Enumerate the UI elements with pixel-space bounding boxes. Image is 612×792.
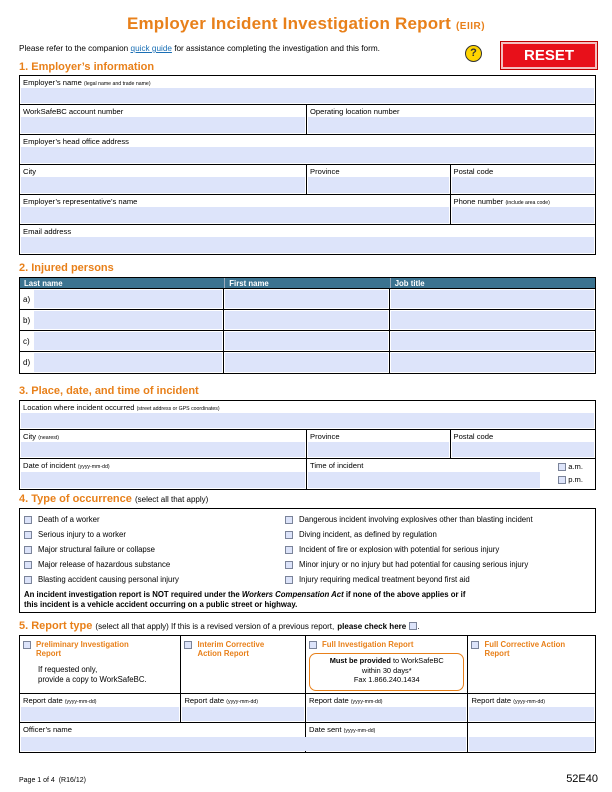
postal-code-field[interactable]: Postal code	[451, 165, 596, 194]
job-title-input[interactable]	[390, 331, 595, 351]
city-field[interactable]: City	[20, 165, 307, 194]
occurrence-option[interactable]: Injury requiring medical treatment beyond first aid	[285, 575, 470, 584]
am-option[interactable]: a.m.	[558, 462, 583, 471]
section-4-heading: 4. Type of occurrence (select all that apply)	[19, 493, 209, 505]
occurrence-option[interactable]: Incident of fire or explosion with potential for serious injury	[285, 545, 499, 554]
date-sent-field[interactable]: Date sent (yyyy-mm-dd)	[306, 723, 468, 752]
place-date-time-block	[19, 400, 596, 490]
last-name-input[interactable]	[34, 352, 224, 373]
incident-city-field[interactable]: City (nearest)	[20, 430, 307, 458]
checkbox[interactable]	[285, 546, 293, 554]
column-first-name: First name	[225, 278, 390, 288]
row-label: a)	[23, 295, 31, 304]
intro-text: Please refer to the companion quick guide for assistance completing the investigation and this form.	[19, 44, 380, 53]
phone-number-field[interactable]: Phone number (include area code)	[451, 195, 596, 224]
preliminary-report-option[interactable]: Preliminary Investigation Report If requested only, provide a copy to WorkSafeBC.	[20, 636, 181, 693]
incident-location-field[interactable]: Location where incident occurred (street address or GPS coordinates)	[20, 401, 595, 429]
report-type-block	[19, 635, 596, 753]
occurrence-option[interactable]: Major structural failure or collapse	[24, 545, 155, 554]
occurrence-option[interactable]: Blasting accident causing personal injury	[24, 575, 179, 584]
blank-cell	[468, 723, 595, 752]
full-investigation-checkbox[interactable]	[309, 641, 317, 649]
form-code: 52E40	[566, 773, 598, 785]
interim-checkbox[interactable]	[184, 641, 192, 649]
employer-name-field[interactable]: Employer’s name (legal name and trade name)	[20, 76, 595, 104]
section-5-heading: 5. Report type (select all that apply) If this is a revised version of a previous report, please check here .	[19, 620, 420, 632]
am-checkbox[interactable]	[558, 463, 566, 471]
incident-date-field[interactable]: Date of incident (yyyy-mm-dd)	[20, 459, 307, 489]
occurrence-option[interactable]: Diving incident, as defined by regulation	[285, 530, 437, 539]
checkbox[interactable]	[285, 531, 293, 539]
row-label: d)	[23, 358, 31, 367]
officer-name-field[interactable]: Officer’s name	[20, 723, 306, 752]
account-number-field[interactable]: WorkSafeBC account number	[20, 105, 307, 134]
occurrence-option[interactable]: Major release of hazardous substance	[24, 560, 170, 569]
first-name-input[interactable]	[224, 352, 390, 373]
row-label: b)	[23, 316, 31, 325]
form-title: Employer Incident Investigation Report (EIIR)	[126, 14, 486, 33]
table-row	[20, 289, 595, 310]
occurrence-option[interactable]: Serious injury to a worker	[24, 530, 126, 539]
corrective-report-date-field[interactable]: Report date (yyyy-mm-dd)	[468, 694, 595, 722]
table-row	[20, 331, 595, 352]
checkbox[interactable]	[285, 576, 293, 584]
prelim-report-date-field[interactable]: Report date (yyyy-mm-dd)	[20, 694, 181, 722]
checkbox[interactable]	[24, 516, 32, 524]
checkbox[interactable]	[24, 531, 32, 539]
deadline-note: Must be provided to WorkSafeBC within 30 days* Fax 1.866.240.1434	[309, 653, 464, 691]
column-job-title: Job title	[394, 279, 425, 288]
job-title-input[interactable]	[390, 352, 595, 373]
occurrence-block	[19, 508, 596, 613]
pm-checkbox[interactable]	[558, 476, 566, 484]
section-3-heading: 3. Place, date, and time of incident	[19, 385, 199, 397]
last-name-input[interactable]	[34, 310, 224, 330]
row-label: c)	[23, 337, 30, 346]
representative-name-field[interactable]: Employer’s representative’s name	[20, 195, 451, 224]
page-number: Page 1 of 4 (R16/12)	[19, 777, 86, 784]
checkbox[interactable]	[285, 516, 293, 524]
incident-postal-code-field[interactable]: Postal code	[451, 430, 596, 458]
job-title-input[interactable]	[390, 310, 595, 330]
checkbox[interactable]	[24, 576, 32, 584]
pm-option[interactable]: p.m.	[558, 475, 583, 484]
checkbox[interactable]	[24, 561, 32, 569]
incident-time-field[interactable]: Time of incident a.m. p.m.	[307, 459, 595, 489]
occurrence-note: An incident investigation report is NOT required under the Workers Compensation Act if none of the above applies or if this incident is a vehicle accident occurring on a public street or highway.	[24, 590, 466, 609]
section-2-heading: 2. Injured persons	[19, 262, 114, 274]
table-row	[20, 352, 595, 373]
incident-province-field[interactable]: Province	[307, 430, 451, 458]
checkbox[interactable]	[285, 561, 293, 569]
injured-persons-table	[19, 277, 596, 374]
full-report-date-field[interactable]: Report date (yyyy-mm-dd)	[306, 694, 468, 722]
occurrence-option[interactable]: Minor injury or no injury but had potential for causing serious injury	[285, 560, 528, 569]
first-name-input[interactable]	[224, 310, 390, 330]
occurrence-option[interactable]: Death of a worker	[24, 515, 100, 524]
occurrence-option[interactable]: Dangerous incident involving explosives other than blasting incident	[285, 515, 533, 524]
reset-button[interactable]: RESET	[501, 42, 597, 69]
section-1-heading: 1. Employer’s information	[19, 61, 155, 73]
full-investigation-option[interactable]: Full Investigation Report Must be provided to WorkSafeBC within 30 days* Fax 1.866.240.1434	[306, 636, 468, 693]
first-name-input[interactable]	[224, 331, 390, 351]
employer-info-block	[19, 75, 596, 255]
table-row	[20, 310, 595, 331]
column-last-name: Last name	[20, 278, 225, 288]
help-icon[interactable]: ?	[465, 45, 482, 62]
last-name-input[interactable]	[34, 331, 224, 351]
interim-report-date-field[interactable]: Report date (yyyy-mm-dd)	[181, 694, 306, 722]
job-title-input[interactable]	[390, 289, 595, 309]
last-name-input[interactable]	[34, 289, 224, 309]
checkbox[interactable]	[24, 546, 32, 554]
email-field[interactable]: Email address	[20, 225, 595, 254]
full-corrective-checkbox[interactable]	[471, 641, 479, 649]
quick-guide-link[interactable]: quick guide	[130, 44, 172, 53]
preliminary-checkbox[interactable]	[23, 641, 31, 649]
head-office-field[interactable]: Employer’s head office address	[20, 135, 595, 164]
interim-report-option[interactable]: Interim Corrective Action Report	[181, 636, 306, 693]
first-name-input[interactable]	[224, 289, 390, 309]
full-corrective-option[interactable]: Full Corrective Action Report	[468, 636, 595, 693]
operating-location-field[interactable]: Operating location number	[307, 105, 595, 134]
province-field[interactable]: Province	[307, 165, 451, 194]
